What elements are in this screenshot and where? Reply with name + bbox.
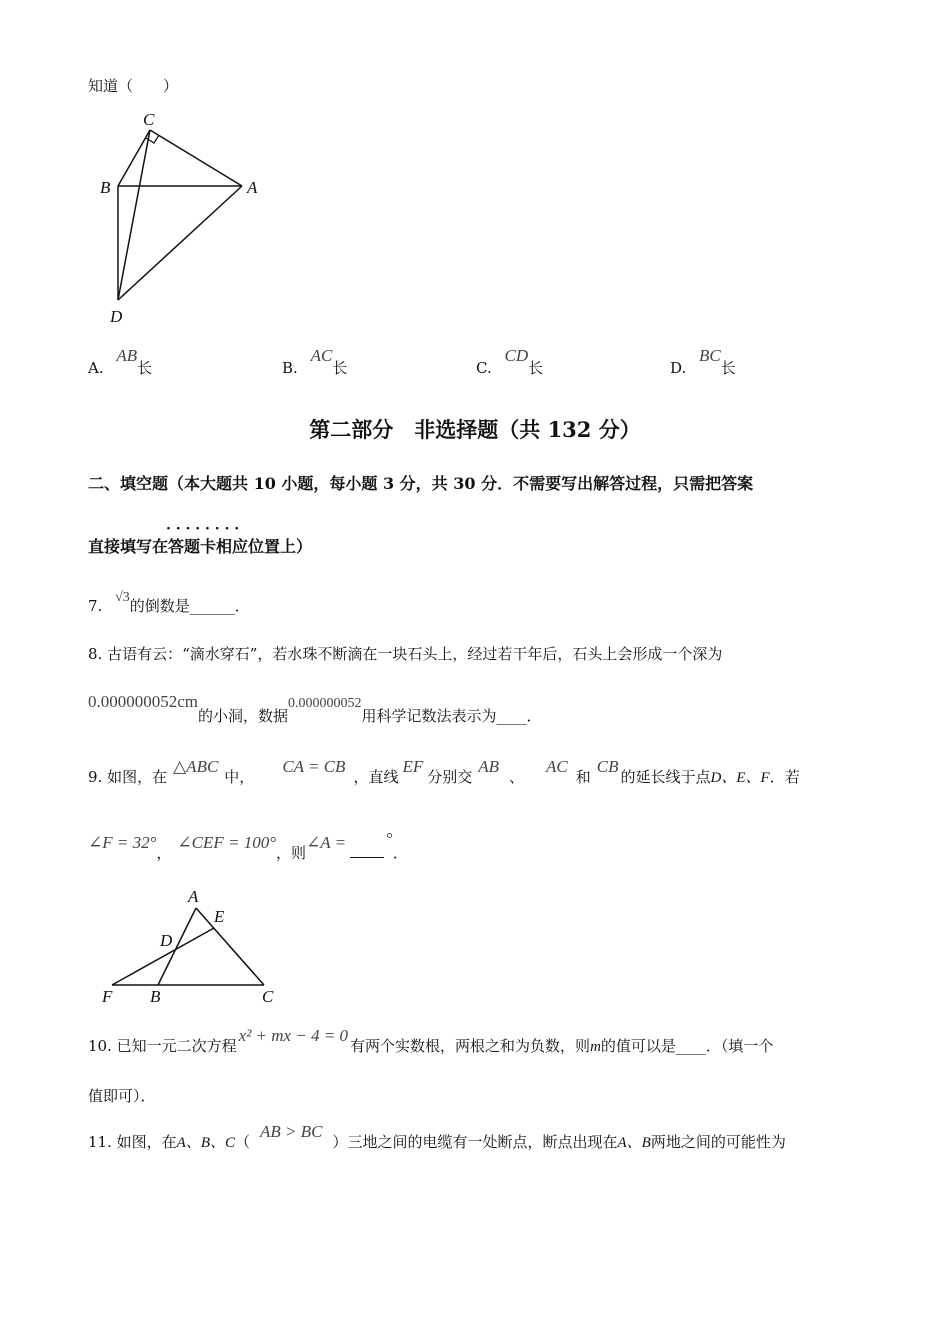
- option-a-math: AB: [116, 346, 138, 365]
- q11-points2: A、B: [617, 1135, 651, 1151]
- q9-ca-cb: CA = CB: [282, 757, 346, 776]
- q8-line2: [88, 692, 542, 728]
- option-d-suffix: 长: [720, 359, 736, 377]
- q9-end: ．: [392, 844, 408, 862]
- q11-line1: [88, 1122, 786, 1153]
- q9-points: D、E、F: [710, 770, 770, 786]
- q10-equation: x² + mx − 4 = 0: [238, 1026, 349, 1045]
- q9-number: 9.: [88, 768, 103, 786]
- q9-t3: ，直线: [353, 768, 399, 786]
- q10-t3: 的值可以是____．（填一个: [600, 1037, 774, 1055]
- q9-t9: ，: [156, 844, 172, 862]
- q9-t10: ，则: [276, 844, 307, 862]
- q9-line2: [88, 829, 408, 863]
- section2-line1: 二、填空题（本大题共 10 小题，每小题 3 分，共 30 分．不需要写出解答过程，只需把答案: [88, 474, 754, 493]
- option-c: [476, 346, 544, 378]
- q10-line1: [88, 1026, 774, 1057]
- q9-t2: 中，: [224, 768, 255, 786]
- q9-ac: AC: [546, 757, 568, 776]
- q9-t5: 、: [509, 768, 525, 786]
- q9-angle-f: ∠F = 32°: [88, 833, 157, 852]
- option-d-math: BC: [699, 346, 721, 365]
- q9-degree: °: [386, 829, 393, 848]
- option-b: [282, 346, 348, 378]
- q8-math1: 0.000000052cm: [88, 692, 199, 711]
- q10-t1: 已知一元二次方程: [116, 1037, 237, 1055]
- label-a: A: [188, 887, 199, 906]
- label-a: A: [247, 178, 258, 197]
- section2-emphasis: · · · 答题卡相应位置上: [168, 537, 296, 556]
- section2-line2: [88, 534, 312, 557]
- q7-math: √3: [115, 590, 130, 605]
- segment-ca: [150, 130, 242, 186]
- option-d-letter: D.: [670, 359, 687, 377]
- part2-title: 第二部分 非选择题（共 132 分）: [309, 417, 641, 442]
- option-a-suffix: 长: [137, 359, 153, 377]
- label-e: E: [214, 907, 225, 926]
- label-c: C: [143, 110, 155, 129]
- q9-t6: 和: [575, 768, 591, 786]
- label-f: F: [102, 987, 113, 1006]
- section2-line2-pre: 直接填写在: [88, 537, 169, 556]
- question-7: [88, 590, 250, 618]
- q11-number: 11.: [88, 1133, 112, 1151]
- option-d: [670, 346, 736, 378]
- q6-figure: [90, 100, 290, 330]
- q9-cb: CB: [596, 757, 619, 776]
- q9-t7: 的延长线于点: [620, 768, 711, 786]
- label-d: D: [160, 931, 173, 950]
- option-c-letter: C.: [476, 359, 492, 377]
- q10-line2: 值即可）．: [88, 1087, 156, 1105]
- q11-t3: ）三地之间的电缆有一处断点，断点出现在: [332, 1133, 618, 1151]
- q9-triangle: △ABC: [173, 757, 219, 776]
- q9-angle-cef: ∠CEF = 100°: [177, 833, 277, 852]
- option-a-letter: A.: [88, 359, 104, 377]
- q7-text: 的倒数是______．: [129, 597, 250, 615]
- option-b-suffix: 长: [332, 359, 348, 377]
- option-b-letter: B.: [282, 359, 298, 377]
- q9-line1: [88, 757, 800, 788]
- q10-t2: 有两个实数根，两根之和为负数，则: [350, 1037, 591, 1055]
- q8-line1: 8. 古语有云：“滴水穿石”，若水珠不断滴在一块石头上，经过若干年后，石头上会形成一个深为: [88, 645, 723, 663]
- segment-ac: [196, 908, 264, 985]
- q9-figure: [96, 884, 296, 1009]
- label-c: C: [262, 987, 274, 1006]
- q8-text1: 的小洞，数据: [198, 707, 289, 725]
- option-c-suffix: 长: [528, 359, 544, 377]
- q11-t2: （: [235, 1133, 251, 1151]
- q11-inequality: AB > BC: [260, 1122, 323, 1141]
- q8-text2: 用科学记数法表示为____．: [361, 707, 542, 725]
- option-c-math: CD: [504, 346, 529, 365]
- q9-answer-blank: [350, 843, 384, 858]
- q6-tail-text: 知道（ ）: [88, 77, 179, 95]
- label-b: B: [150, 987, 161, 1006]
- option-a: [88, 346, 153, 378]
- option-b-math: AC: [310, 346, 333, 365]
- q9-t1: 如图，在: [107, 768, 168, 786]
- q9-t8: ．若: [769, 768, 800, 786]
- section2-line2-post: ）: [296, 537, 313, 556]
- q11-points: A、B、C: [176, 1135, 235, 1151]
- q11-t4: 两地之间的可能性为: [650, 1133, 786, 1151]
- q7-number: 7.: [88, 597, 103, 615]
- q9-ef: EF: [402, 757, 424, 776]
- q9-angle-a: ∠A =: [306, 833, 347, 852]
- q9-ab: AB: [478, 757, 500, 776]
- q10-var: m: [590, 1039, 601, 1055]
- label-b: B: [100, 178, 111, 197]
- q11-t1: 如图，在: [116, 1133, 177, 1151]
- label-d: D: [110, 307, 123, 326]
- q9-t4: 分别交: [427, 768, 473, 786]
- q8-math2: 0.000000052: [288, 696, 362, 711]
- q10-number: 10.: [88, 1037, 112, 1055]
